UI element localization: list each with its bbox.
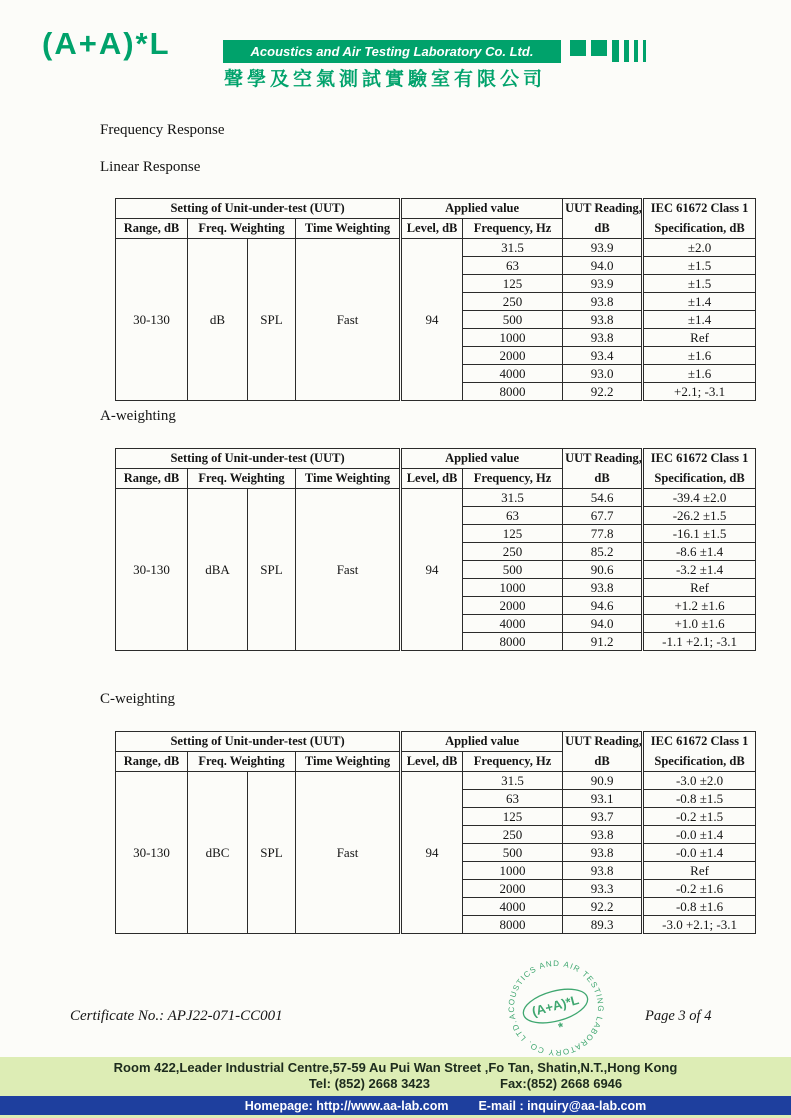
spec-value: -0.8 ±1.6 <box>643 898 756 916</box>
spec-value: -0.2 ±1.5 <box>643 808 756 826</box>
uut-reading-value: 54.6 <box>563 489 643 507</box>
uut-detector: SPL <box>248 239 296 401</box>
frequency-value: 31.5 <box>463 239 563 257</box>
freq-weighting-header: Freq. Weighting <box>188 219 296 239</box>
spec-value: +1.2 ±1.6 <box>643 597 756 615</box>
applied-level: 94 <box>401 489 463 651</box>
spec-value: -0.0 ±1.4 <box>643 826 756 844</box>
subsection-a-weighting: A-weighting <box>100 408 176 424</box>
uut-reading-header: UUT Reading, <box>563 732 643 752</box>
frequency-value: 8000 <box>463 633 563 651</box>
uut-reading-value: 92.2 <box>563 383 643 401</box>
range-header: Range, dB <box>116 752 188 772</box>
level-header: Level, dB <box>401 219 463 239</box>
uut-reading-value: 85.2 <box>563 543 643 561</box>
uut-reading-value: 93.8 <box>563 293 643 311</box>
uut-reading-value: 94.0 <box>563 257 643 275</box>
applied-value-header: Applied value <box>401 199 563 219</box>
spec-value: +2.1; -3.1 <box>643 383 756 401</box>
company-name-banner <box>223 40 561 63</box>
a-weighting-body <box>116 489 756 651</box>
logo-square-icon <box>570 40 586 56</box>
uut-reading-value: 92.2 <box>563 898 643 916</box>
uut-reading-value: 93.8 <box>563 579 643 597</box>
linear-response-table <box>115 198 756 401</box>
uut-range: 30-130 <box>116 239 188 401</box>
stamp-star: * <box>556 1018 566 1035</box>
iec-spec-header: Specification, dB <box>643 469 756 489</box>
uut-detector: SPL <box>248 489 296 651</box>
uut-reading-value: 93.8 <box>563 311 643 329</box>
spec-value: -8.6 ±1.4 <box>643 543 756 561</box>
uut-range: 30-130 <box>116 489 188 651</box>
measurement-row <box>116 772 756 790</box>
frequency-value: 125 <box>463 525 563 543</box>
company-name-zh: 聲學及空氣測試實驗室有限公司 <box>224 68 547 90</box>
uut-reading-value: 94.0 <box>563 615 643 633</box>
uut-reading-value: 90.6 <box>563 561 643 579</box>
table-header-row-1 <box>116 732 756 752</box>
frequency-header: Frequency, Hz <box>463 469 563 489</box>
logo-bar-icon <box>634 40 638 62</box>
laboratory-stamp-icon <box>487 939 624 1076</box>
frequency-value: 250 <box>463 826 563 844</box>
spec-value: -26.2 ±1.5 <box>643 507 756 525</box>
footer-tel: Tel: (852) 2668 3423 <box>308 1076 430 1091</box>
footer-email: E-mail : inquiry@aa-lab.com <box>478 1098 647 1113</box>
table-header-row-1 <box>116 449 756 469</box>
uut-reading-unit-header: dB <box>563 469 643 489</box>
frequency-value: 2000 <box>463 597 563 615</box>
frequency-value: 63 <box>463 790 563 808</box>
uut-reading-header: UUT Reading, <box>563 199 643 219</box>
uut-detector: SPL <box>248 772 296 934</box>
uut-reading-unit-header: dB <box>563 752 643 772</box>
iec-spec-header: Specification, dB <box>643 219 756 239</box>
time-weighting-header: Time Weighting <box>296 469 401 489</box>
footer-homepage: Homepage: http://www.aa-lab.com <box>244 1098 449 1113</box>
spec-value: -3.0 +2.1; -3.1 <box>643 916 756 934</box>
uut-time-weighting: Fast <box>296 772 401 934</box>
time-weighting-header: Time Weighting <box>296 752 401 772</box>
uut-reading-value: 93.4 <box>563 347 643 365</box>
spec-value: -3.2 ±1.4 <box>643 561 756 579</box>
spec-value: ±1.5 <box>643 275 756 293</box>
logo-blocks-icon <box>570 40 646 62</box>
freq-weighting-header: Freq. Weighting <box>188 469 296 489</box>
uut-freq-weighting: dB <box>188 239 248 401</box>
logo-bar-icon <box>643 40 646 62</box>
uut-freq-weighting: dBC <box>188 772 248 934</box>
uut-range: 30-130 <box>116 772 188 934</box>
setting-header: Setting of Unit-under-test (UUT) <box>116 732 401 752</box>
iec-class-header: IEC 61672 Class 1 <box>643 449 756 469</box>
spec-value: ±1.6 <box>643 365 756 383</box>
uut-reading-value: 94.6 <box>563 597 643 615</box>
frequency-value: 1000 <box>463 579 563 597</box>
table-header-row-2 <box>116 219 756 239</box>
spec-value: -0.0 ±1.4 <box>643 844 756 862</box>
uut-reading-value: 93.8 <box>563 844 643 862</box>
footer-address-band <box>0 1057 791 1096</box>
company-name-en: Acoustics and Air Testing Laboratory Co. Ltd. <box>250 44 534 59</box>
stamp-center-text: (A+A)*L <box>530 992 581 1020</box>
subsection-c-weighting: C-weighting <box>100 691 175 707</box>
section-title: Frequency Response <box>100 122 225 138</box>
frequency-value: 125 <box>463 808 563 826</box>
spec-value: ±1.6 <box>643 347 756 365</box>
a-weighting-table <box>115 448 756 651</box>
spec-value: +1.0 ±1.6 <box>643 615 756 633</box>
uut-reading-value: 90.9 <box>563 772 643 790</box>
frequency-value: 4000 <box>463 898 563 916</box>
spec-value: ±2.0 <box>643 239 756 257</box>
subsection-linear-response: Linear Response <box>100 159 201 175</box>
iec-spec-header: Specification, dB <box>643 752 756 772</box>
spec-value: -0.2 ±1.6 <box>643 880 756 898</box>
frequency-value: 4000 <box>463 615 563 633</box>
uut-time-weighting: Fast <box>296 489 401 651</box>
linear-response-body <box>116 239 756 401</box>
spec-value: -3.0 ±2.0 <box>643 772 756 790</box>
range-header: Range, dB <box>116 469 188 489</box>
applied-value-header: Applied value <box>401 732 563 752</box>
frequency-value: 31.5 <box>463 772 563 790</box>
uut-reading-value: 89.3 <box>563 916 643 934</box>
uut-reading-value: 77.8 <box>563 525 643 543</box>
spec-value: -16.1 ±1.5 <box>643 525 756 543</box>
applied-level: 94 <box>401 239 463 401</box>
spec-value: ±1.5 <box>643 257 756 275</box>
frequency-value: 500 <box>463 844 563 862</box>
iec-class-header: IEC 61672 Class 1 <box>643 199 756 219</box>
page-number: Page 3 of 4 <box>645 1008 712 1024</box>
range-header: Range, dB <box>116 219 188 239</box>
spec-value: Ref <box>643 579 756 597</box>
frequency-value: 125 <box>463 275 563 293</box>
uut-reading-value: 93.8 <box>563 826 643 844</box>
level-header: Level, dB <box>401 469 463 489</box>
spec-value: -0.8 ±1.5 <box>643 790 756 808</box>
uut-reading-value: 93.7 <box>563 808 643 826</box>
setting-header: Setting of Unit-under-test (UUT) <box>116 449 401 469</box>
frequency-value: 1000 <box>463 862 563 880</box>
spec-value: -39.4 ±2.0 <box>643 489 756 507</box>
table-header-row-1 <box>116 199 756 219</box>
uut-reading-value: 93.1 <box>563 790 643 808</box>
logo-bar-icon <box>612 40 619 62</box>
iec-class-header: IEC 61672 Class 1 <box>643 732 756 752</box>
frequency-value: 63 <box>463 507 563 525</box>
spec-value: ±1.4 <box>643 293 756 311</box>
frequency-value: 2000 <box>463 880 563 898</box>
frequency-value: 8000 <box>463 916 563 934</box>
logo-bar-icon <box>624 40 629 62</box>
uut-reading-value: 93.9 <box>563 239 643 257</box>
frequency-value: 4000 <box>463 365 563 383</box>
applied-level: 94 <box>401 772 463 934</box>
frequency-value: 250 <box>463 293 563 311</box>
table-header-row-2 <box>116 752 756 772</box>
spec-value: Ref <box>643 329 756 347</box>
uut-reading-value: 93.8 <box>563 862 643 880</box>
company-logo: (A+A)*L <box>42 26 171 61</box>
uut-reading-value: 67.7 <box>563 507 643 525</box>
frequency-value: 250 <box>463 543 563 561</box>
frequency-value: 500 <box>463 561 563 579</box>
uut-reading-header: UUT Reading, <box>563 449 643 469</box>
c-weighting-body <box>116 772 756 934</box>
level-header: Level, dB <box>401 752 463 772</box>
frequency-value: 63 <box>463 257 563 275</box>
time-weighting-header: Time Weighting <box>296 219 401 239</box>
setting-header: Setting of Unit-under-test (UUT) <box>116 199 401 219</box>
frequency-value: 1000 <box>463 329 563 347</box>
spec-value: -1.1 +2.1; -3.1 <box>643 633 756 651</box>
frequency-value: 500 <box>463 311 563 329</box>
uut-reading-value: 93.0 <box>563 365 643 383</box>
uut-reading-value: 91.2 <box>563 633 643 651</box>
uut-reading-value: 93.8 <box>563 329 643 347</box>
freq-weighting-header: Freq. Weighting <box>188 752 296 772</box>
footer-fax: Fax:(852) 2668 6946 <box>500 1076 623 1091</box>
certificate-number: Certificate No.: APJ22-071-CC001 <box>70 1008 283 1024</box>
measurement-row <box>116 489 756 507</box>
stamp-ring-text: ACOUSTICS AND AIR TESTING LABORATORY CO. LTD. <box>506 958 606 1058</box>
frequency-value: 8000 <box>463 383 563 401</box>
frequency-value: 2000 <box>463 347 563 365</box>
spec-value: Ref <box>643 862 756 880</box>
uut-freq-weighting: dBA <box>188 489 248 651</box>
uut-time-weighting: Fast <box>296 239 401 401</box>
footer-address: Room 422,Leader Industrial Centre,57-59 Au Pui Wan Street ,Fo Tan, Shatin,N.T.,Hong Kong <box>113 1060 678 1075</box>
logo-square-icon <box>591 40 607 56</box>
c-weighting-table <box>115 731 756 934</box>
uut-reading-value: 93.3 <box>563 880 643 898</box>
footer-web-band <box>0 1096 791 1115</box>
frequency-header: Frequency, Hz <box>463 752 563 772</box>
applied-value-header: Applied value <box>401 449 563 469</box>
uut-reading-value: 93.9 <box>563 275 643 293</box>
uut-reading-unit-header: dB <box>563 219 643 239</box>
measurement-row <box>116 239 756 257</box>
frequency-value: 31.5 <box>463 489 563 507</box>
frequency-header: Frequency, Hz <box>463 219 563 239</box>
spec-value: ±1.4 <box>643 311 756 329</box>
table-header-row-2 <box>116 469 756 489</box>
